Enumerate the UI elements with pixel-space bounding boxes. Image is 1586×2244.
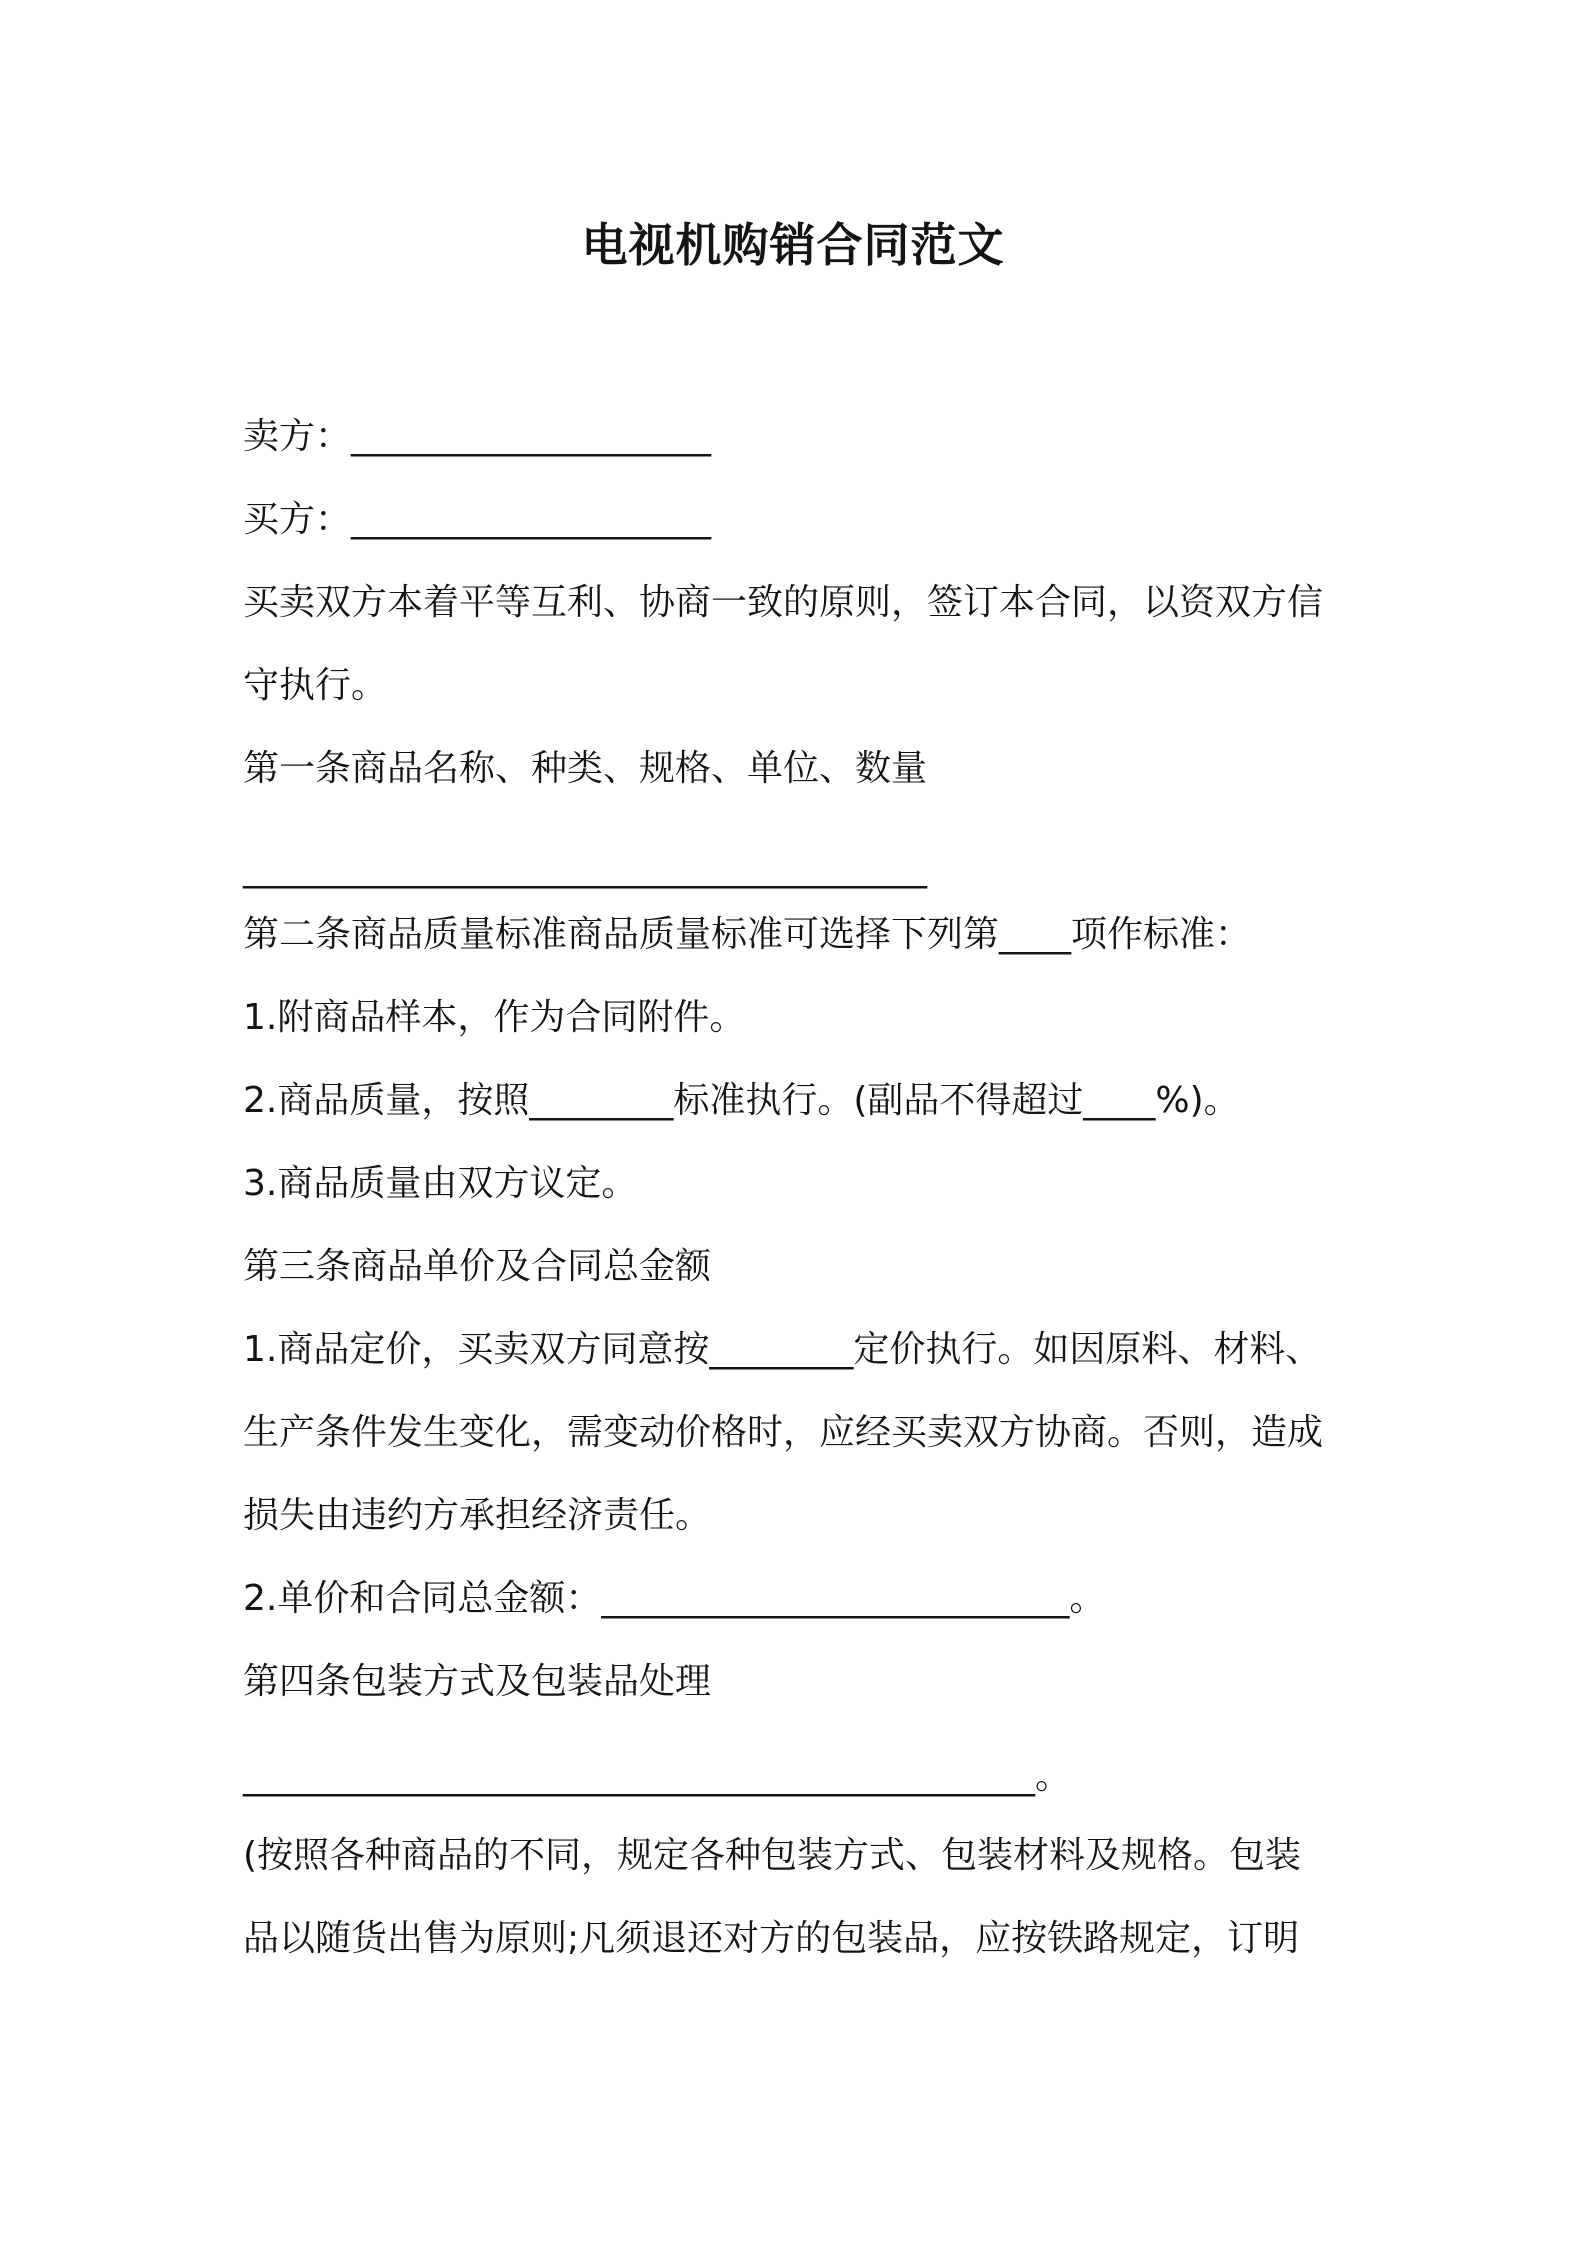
preamble-line-1: 买卖双方本着平等互利、协商一致的原则，签订本合同，以资双方信 [243,582,1324,623]
article-3-item-1-line-1: 1.商品定价，买卖双方同意按________定价执行。如因原料、材料、 [243,1329,1322,1370]
article-3-item-1-line-3: 损失由违约方承担经济责任。 [243,1495,712,1536]
buyer-line: 买方：____________________ [243,499,712,540]
article-1-heading: 第一条商品名称、种类、规格、单位、数量 [243,748,928,789]
document-title: 电视机购销合同范文 [581,218,1005,272]
article-1-blank: ______________________________________ [243,848,927,889]
article-3-heading: 第三条商品单价及合同总金额 [243,1246,712,1287]
article-4-blank: ____________________________________________。 [243,1756,1071,1797]
article-2-item-1: 1.附商品样本，作为合同附件。 [243,997,746,1038]
article-3-item-1-line-2: 生产条件发生变化，需变动价格时，应经买卖双方协商。否则，造成 [243,1412,1324,1453]
article-2-item-3: 3.商品质量由双方议定。 [243,1163,638,1204]
article-4-note-line-2: 品以随货出售为原则;凡须退还对方的包装品，应按铁路规定，订明 [243,1918,1300,1959]
article-2-item-2: 2.商品质量，按照________标准执行。(副品不得超过____%)。 [243,1080,1240,1121]
preamble-line-2: 守执行。 [243,665,388,706]
article-2-heading: 第二条商品质量标准商品质量标准可选择下列第____项作标准： [243,914,1252,955]
article-3-item-2: 2.单价和合同总金额：__________________________。 [243,1578,1106,1619]
seller-line: 卖方：____________________ [243,416,712,457]
article-4-heading: 第四条包装方式及包装品处理 [243,1661,712,1702]
article-4-note-line-1: (按照各种商品的不同，规定各种包装方式、包装材料及规格。包装 [243,1835,1302,1876]
